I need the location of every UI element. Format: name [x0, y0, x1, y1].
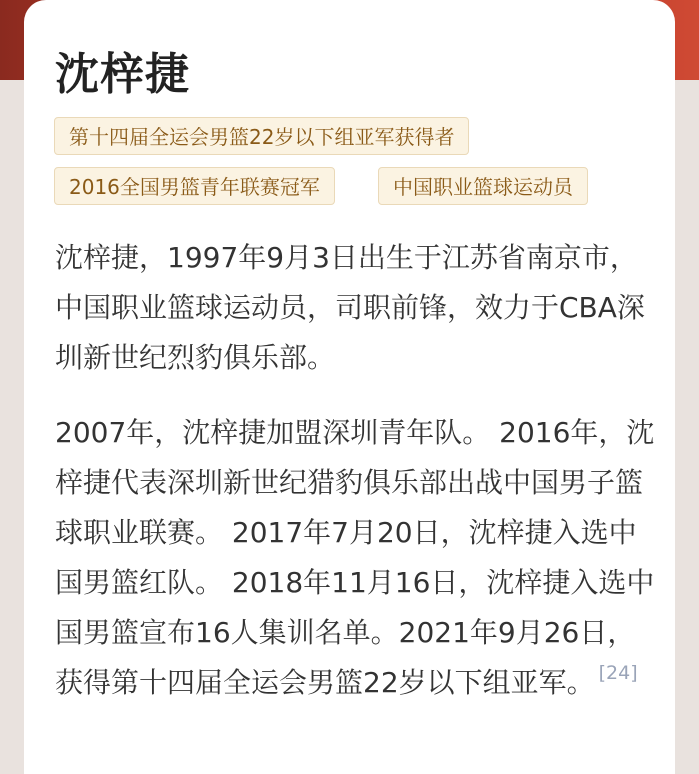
career-text: 2007年，沈梓捷加盟深圳青年队。 2016年，沈梓捷代表深圳新世纪猎豹俱乐部出战中国男子篮球职业联赛。 2017年7月20日，沈梓捷入选中国男篮红队。 2018年11月16日，沈梓捷入选中国男篮宣布16人集训名单。2021年9月26日，获得第十四届全运会男篮22岁以下组亚军。 [55, 416, 655, 699]
entry-card [24, 0, 675, 774]
tag-youth-league-champion[interactable]: 2016全国男篮青年联赛冠军 [54, 167, 335, 205]
intro-paragraph [55, 233, 655, 383]
tag-pro-basketball-player[interactable]: 中国职业篮球运动员 [378, 167, 588, 205]
tag-national-games-runner-up[interactable]: 第十四届全运会男篮22岁以下组亚军获得者 [54, 117, 469, 155]
reference-link[interactable]: [24] [598, 662, 638, 684]
career-paragraph [55, 408, 655, 708]
entry-title: 沈梓捷 [55, 49, 190, 100]
intro-text: 沈梓捷，1997年9月3日出生于江苏省南京市，中国职业篮球运动员，司职前锋，效力于CBA深圳新世纪烈豹俱乐部。 [55, 241, 645, 374]
